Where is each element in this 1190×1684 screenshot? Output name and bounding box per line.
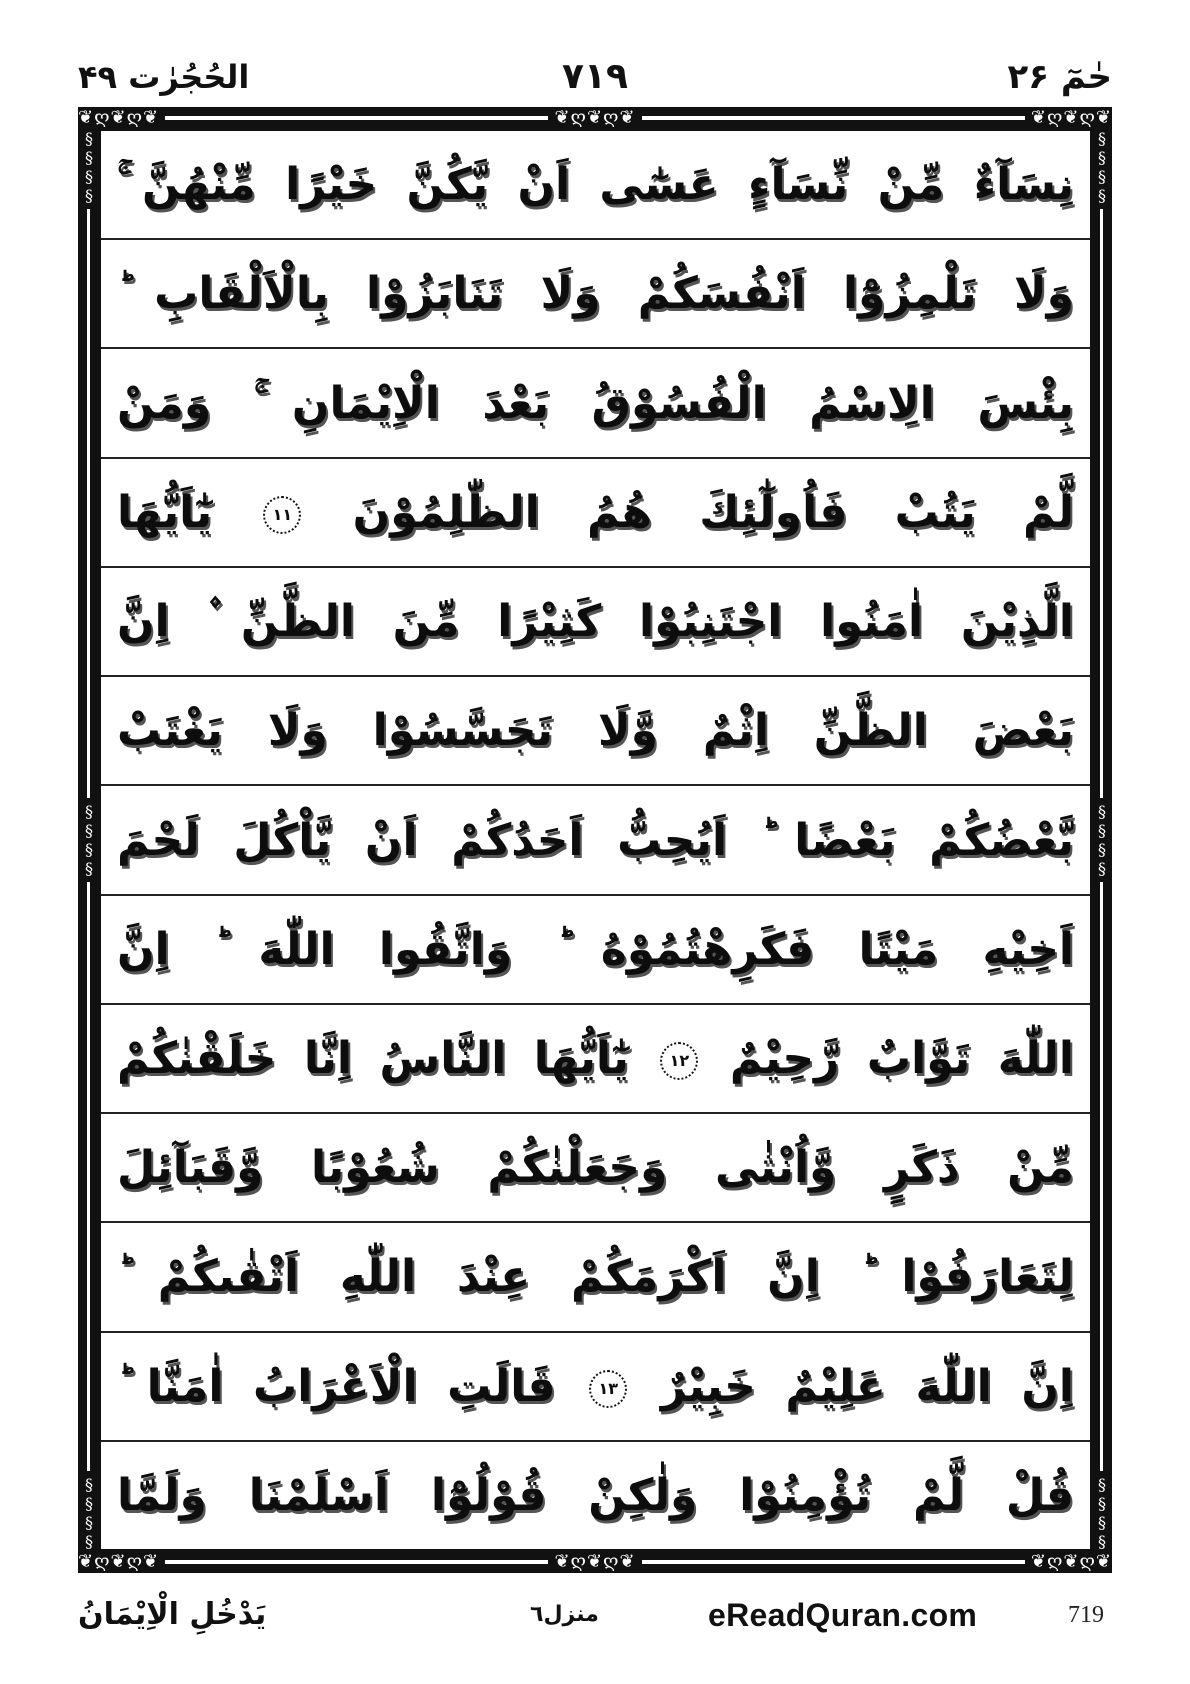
- floral-ornament-icon: §§§§: [79, 802, 99, 878]
- verse-text: نِسَآءٌ مِّنْ نِّسَآءٍ عَسٰٓى اَنْ يَّكُنَّ خَيْرًا مِّنْهُنَّ ۚ: [117, 159, 1074, 211]
- verse-line: [101, 131, 1090, 240]
- website-watermark: eReadQuran.com: [708, 1597, 978, 1633]
- catchword: يَدْخُلِ الْاِيْمَانُ: [78, 1597, 267, 1632]
- verse-text-group: [117, 1361, 1074, 1412]
- verse-text: اِنَّ اللّٰهَ عَلِيْمٌ خَبِيْرٌ: [660, 1360, 1074, 1412]
- floral-ornament-icon: §§§§: [79, 129, 99, 205]
- quran-text-area: [99, 129, 1092, 1551]
- floral-ornament-icon: ❦ღ❦ღ❦: [78, 107, 160, 128]
- divider: [87, 209, 90, 798]
- surah-title: الحُجُرٰت ۴۹: [78, 58, 250, 96]
- verse-line: [101, 896, 1090, 1005]
- verse-text: لِتَعَارَفُوْا ؕ اِنَّ اَكْرَمَكُمْ عِنْدَ اللّٰهِ اَتْقٰىكُمْ ؕ: [117, 1251, 1074, 1303]
- divider: [165, 1560, 548, 1564]
- divider: [642, 116, 1025, 120]
- floral-ornament-icon: ❦ღ❦ღ❦: [554, 1551, 636, 1572]
- verse-text: بَّعْضُكُمْ بَعْضًا ؕ اَيُحِبُّ اَحَدُكُمْ اَنْ يَّاْكُلَ لَحْمَ: [117, 814, 1074, 866]
- page-number-urdu: ۷۱۹: [562, 56, 628, 97]
- verse-text: قَالَتِ الْاَعْرَابُ اٰمَنَّا ؕ: [117, 1360, 556, 1412]
- verse-line: [101, 1442, 1090, 1549]
- ayah-number-marker-icon: ١٢: [660, 1042, 698, 1080]
- floral-ornament-icon: §§§§: [1092, 802, 1112, 878]
- page-number: 719: [1068, 1602, 1104, 1628]
- divider: [1100, 882, 1103, 1471]
- floral-ornament-icon: §§§§: [1092, 129, 1112, 205]
- verse-line: [101, 240, 1090, 349]
- floral-ornament-icon: §§§§: [79, 1475, 99, 1551]
- ornamental-page-frame: [78, 107, 1112, 1573]
- ayah-number-marker-icon: ١٣: [589, 1370, 627, 1408]
- right-ornament-band: [1091, 129, 1112, 1551]
- ayah-number-marker-icon: ١١: [263, 496, 301, 534]
- verse-line: [101, 1223, 1090, 1332]
- divider: [165, 116, 548, 120]
- verse-text-group: [117, 1033, 1074, 1084]
- verse-text: الَّذِيْنَ اٰمَنُوا اجْتَنِبُوْا كَثِيْرًا مِّنَ الظَّنِّ ۫ اِنَّ: [117, 596, 1074, 648]
- floral-ornament-icon: ❦ღ❦ღ❦: [1030, 1551, 1113, 1572]
- verse-text: قُلْ لَّمْ تُؤْمِنُوْا وَلٰكِنْ قُوْلُوْٓا اَسْلَمْنَا وَلَمَّا: [117, 1469, 1074, 1521]
- left-ornament-band: [78, 129, 99, 1551]
- verse-line: [101, 568, 1090, 677]
- divider: [87, 882, 90, 1471]
- floral-ornament-icon: §§§§: [1092, 1475, 1112, 1551]
- verse-text: مِّنْ ذَكَرٍ وَّاُنْثٰى وَجَعَلْنٰكُمْ شُعُوْبًا وَّقَبَآئِلَ: [117, 1142, 1074, 1194]
- verse-text: يٰٓاَيُّهَا: [117, 486, 213, 538]
- verse-text: اَخِيْهِ مَيْتًا فَكَرِهْتُمُوْهُ ؕ وَاتَّقُوا اللّٰهَ ؕ اِنَّ: [117, 923, 1074, 975]
- verse-text: بَعْضَ الظَّنِّ اِثْمٌ وَّلَا تَجَسَّسُوْا وَلَا يَغْتَبْ: [117, 705, 1074, 757]
- verse-line: [101, 1333, 1090, 1442]
- verse-line: [101, 459, 1090, 568]
- verse-line: [101, 1114, 1090, 1223]
- juz-title: حٰمٓ ۲۶: [1007, 57, 1112, 97]
- verse-text: وَلَا تَلْمِزُوْٓا اَنْفُسَكُمْ وَلَا تَنَابَزُوْا بِالْاَلْقَابِ ؕ: [117, 268, 1074, 320]
- verse-line: [101, 786, 1090, 895]
- manzil-label: منزل٦: [530, 1602, 599, 1627]
- top-ornament-band: [78, 107, 1112, 129]
- floral-ornament-icon: ❦ღ❦ღ❦: [1030, 107, 1113, 128]
- divider: [642, 1560, 1025, 1564]
- divider: [1100, 209, 1103, 798]
- verse-text-group: [117, 487, 1074, 538]
- verse-line: [101, 1005, 1090, 1114]
- verse-text: اللّٰهَ تَوَّابٌ رَّحِيْمٌ: [729, 1032, 1074, 1084]
- verse-text: بِئْسَ الِاسْمُ الْفُسُوْقُ بَعْدَ الْاِيْمَانِ ۚ وَمَنْ: [117, 377, 1074, 429]
- verse-text: يٰٓاَيُّهَا النَّاسُ اِنَّا خَلَقْنٰكُمْ: [117, 1032, 629, 1084]
- floral-ornament-icon: ❦ღ❦ღ❦: [78, 1551, 160, 1572]
- verse-line: [101, 349, 1090, 458]
- bottom-ornament-band: [78, 1551, 1112, 1573]
- verse-line: [101, 677, 1090, 786]
- floral-ornament-icon: ❦ღ❦ღ❦: [554, 107, 636, 128]
- verse-text: لَّمْ يَتُبْ فَاُولٰٓئِكَ هُمُ الظّٰلِمُوْنَ: [352, 486, 1074, 538]
